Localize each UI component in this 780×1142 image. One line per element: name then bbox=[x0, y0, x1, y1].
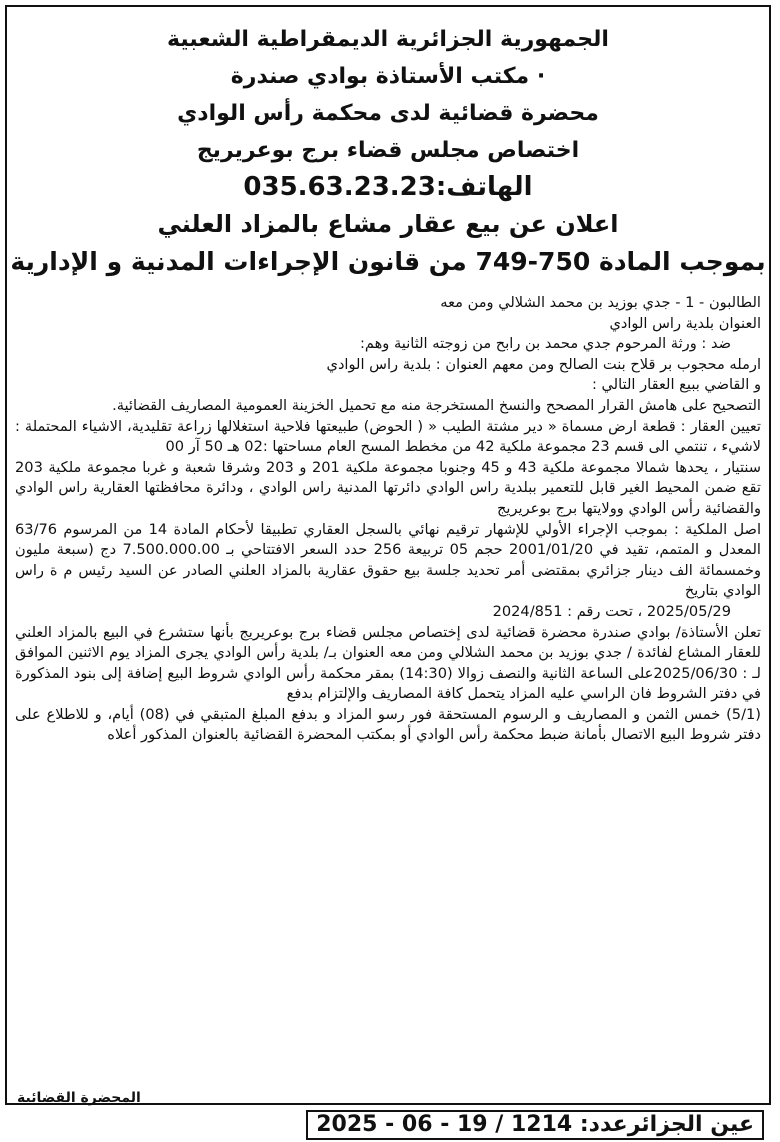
order-reference: 2025/05/29 ، تحت رقم : 2024/851 bbox=[492, 602, 731, 620]
announcement-frame bbox=[5, 5, 771, 1105]
ruling-intro: و القاضي ببيع العقار التالي : bbox=[591, 376, 761, 394]
ownership-origin: اصل الملكية : بموجب الإجراء الأولي للإشهار ترقيم نهائي بالسجل العقاري تطبيقا لأحكام المادة 14 من المرسوم 63/76 المعدل و المتمم، تقيد في 2001/01/20 حجم 05 تربيعة 256 حدد السعر الافتتاحي بـ 7.500.000.00 دج (سبعة مليون وخمسمائة الف دينار جزائري بمقتضى أمر تحديد جلسة بيع حقوق عقارية بالمزاد العلني الصادر عن السيد رئيس م ة راس الوادي بتاريخ bbox=[15, 520, 761, 600]
claimants-address: العنوان بلدية راس الوادي bbox=[609, 314, 761, 332]
announcement-body bbox=[15, 293, 761, 746]
claimants: الطالبون - 1 - جدي بوزيد بن محمد الشلالي ومن معه bbox=[440, 294, 761, 311]
property-description: تعيين العقار : قطعة ارض مسماة « دير مشتة الطيب « ( الحوض) طبيعتها فلاحية استغلالها زراعة تقليدية، الاشياء المحتملة : لاشيء ، تنتمي الى قسم 23 مجموعة ملكية 42 من مخطط المسح العام مساحتها :02 هـ 50 آر 00 bbox=[15, 417, 761, 456]
defendants-names: ارمله محجوب بر قلاح بنت الصالح ومن معهم العنوان : بلدية راس الوادي bbox=[326, 355, 761, 373]
defendants: ضد : ورثة المرحوم جدي محمد بن رابح من زوجته الثانية وهم: bbox=[359, 335, 731, 353]
bailiff-court: محضرة قضائية لدى محكمة رأس الوادي bbox=[177, 101, 599, 126]
payment-terms: (5/1) خمس الثمن و المصاريف و الرسوم المستحقة فور رسو المزاد و بدفع المبلغ المتبقي في (08) أيام، و للاطلاع على دفتر شروط البيع الاتصال بأمانة ضبط محكمة رأس الوادي أو بمكتب المحضرة القضائية بالعنوان المذكور أعلاه bbox=[15, 705, 761, 744]
phone-number: الهاتف:035.63.23.23 bbox=[243, 172, 533, 202]
publication-footer: عين الجزائرعدد: 1214 / 19 - 06 - 2025 bbox=[306, 1110, 764, 1140]
legal-basis: بموجب المادة 750-749 من قانون الإجراءات المدنية و الإدارية bbox=[10, 247, 766, 276]
ruling-text: التصحيح على هامش القرار المصحح والنسخ المستخرجة منه مع تحميل الخزينة العمومية المصاريف القضائية. bbox=[112, 396, 761, 414]
sale-notice: تعلن الأستاذة/ بوادي صندرة محضرة قضائية لدى إختصاص مجلس قضاء برج بوعريريج بأنها ستشرع في البيع بالمزاد العلني للعقار المشاع لفائدة / جدي بوزيد بن محمد الشلالي ومن معه العنوان بـ/ بلدية رأس الوادي يجرى المزاد يوم الاثنين الموافق لـ : 2025/06/30على الساعة الثانية والنصف زوالا (14:30) بمقر محكمة رأس الوادي شروط البيع إضافة إلى بنود المذكورة في دفتر الشروط فان الراسي عليه المزاد يتحمل كافة المصاريف والإلتزام بدفع bbox=[15, 623, 761, 703]
announcement-title: اعلان عن بيع عقار مشاع بالمزاد العلني bbox=[157, 210, 619, 238]
jurisdiction: اختصاص مجلس قضاء برج بوعريريج bbox=[196, 138, 580, 163]
signature: المحضرة القضائية bbox=[17, 1090, 141, 1106]
republic-title: الجمهورية الجزائرية الديمقراطية الشعبية bbox=[167, 27, 609, 52]
property-boundaries: سنتيار ، يحدها شمالا مجموعة ملكية 43 و 45 وجنوبا مجموعة ملكية 201 و 203 وشرقا شعبة و غربا مجموعة ملكية 203 تقع ضمن المحيط الغير قابل للتعمير ببلدية راس الوادي دائرتها المدنية راس الوادي ، ودائرة محافظتها العقارية راس الوادي والقضائية رأس الوادي وولايتها برج بوعريريج bbox=[15, 458, 761, 517]
header bbox=[7, 21, 769, 280]
office-name: · مكتب الأستاذة بوادي صندرة bbox=[230, 64, 546, 89]
